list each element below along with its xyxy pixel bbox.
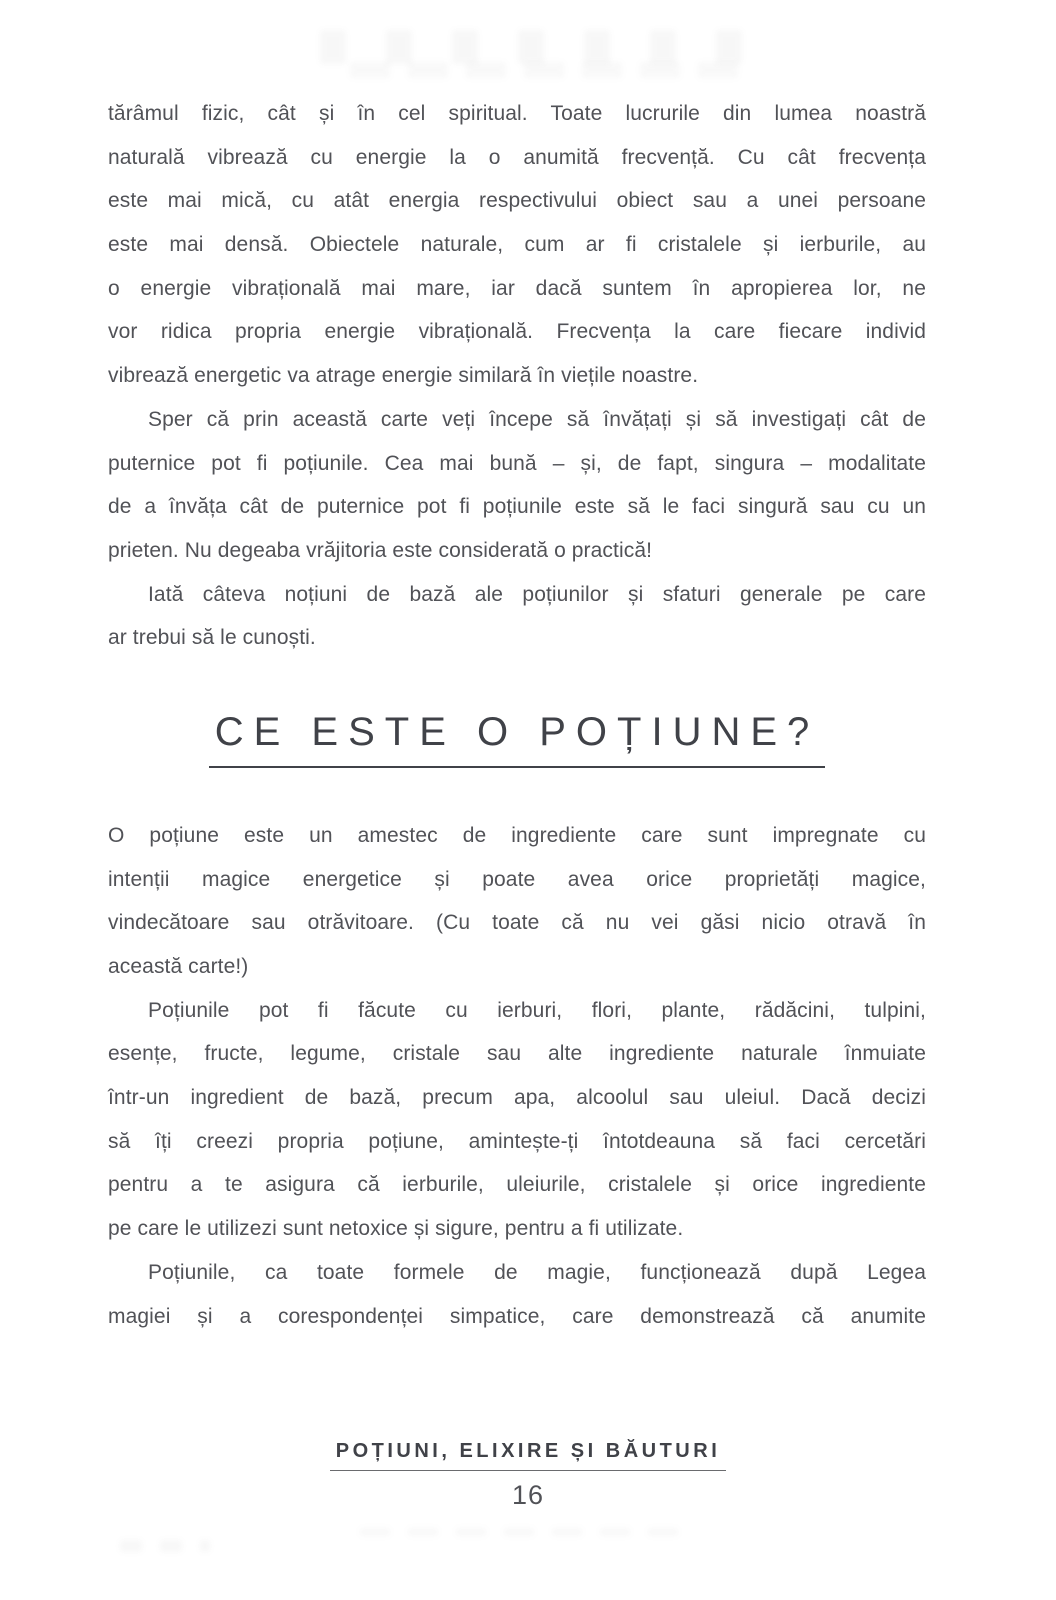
text-line: pentru a te asigura că ierburile, uleiurile, cristalele și orice ingrediente [108,1173,926,1197]
section-heading-text: CE ESTE O POȚIUNE? [209,712,826,768]
text-line: această carte!) [108,955,249,978]
paragraph [108,573,926,660]
bleedthrough-artifact-bottom [360,1528,690,1536]
paragraph [108,398,926,573]
text-line: de a învăța cât de puternice pot fi poțiunile este să le faci singură sau cu un [108,495,926,519]
text-line: Poțiunile pot fi făcute cu ierburi, flori, plante, rădăcini, tulpini, [148,998,926,1022]
text-line: Sper că prin această carte veți începe să învățați și să investigați cât de [148,407,926,431]
text-line: într-un ingredient de bază, precum apa, alcoolul sau uleiul. Dacă decizi [108,1086,926,1110]
paragraph [108,92,926,398]
text-line: naturală vibrează cu energie la o anumită frecvență. Cu cât frecvența [108,145,926,169]
text-line: este mai mică, cu atât energia respectivului obiect sau a unei persoane [108,189,926,213]
text-line: este mai densă. Obiectele naturale, cum ar fi cristalele și ierburile, au [108,233,926,257]
bleedthrough-artifact-top [320,30,760,64]
text-line: vor ridica propria energie vibrațională. Frecvența la care fiecare individ [108,320,926,344]
section-heading [108,709,926,768]
running-section-title: POȚIUNI, ELIXIRE ȘI BĂUTURI [330,1440,727,1471]
page-number: 16 [511,1480,545,1510]
text-line: tărâmul fizic, cât și în cel spiritual. Toate lucrurile din lumea noastră [108,102,926,125]
text-line: vibrează energetic va atrage energie similară în viețile noastre. [108,364,699,388]
text-line: Poțiunile, ca toate formele de magie, funcționează după Legea [148,1260,926,1284]
paragraph [108,814,926,989]
page-body-text [108,92,926,1338]
bleedthrough-artifact-bottom [120,1540,210,1552]
paragraph [108,989,926,1251]
paragraph [108,1251,926,1338]
text-line: Iată câteva noțiuni de bază ale poțiunilor și sfaturi generale pe care [148,582,926,606]
page-footer [0,1440,1056,1511]
text-line: să îți creezi propria poțiune, amintește-ți întotdeauna să faci cercetări [108,1129,926,1153]
text-line: vindecătoare sau otrăvitoare. (Cu toate că nu vei găsi nicio otravă în [108,911,926,935]
bleedthrough-artifact-top [350,62,750,78]
text-line: puternice pot fi poțiunile. Cea mai bună – și, de fapt, singura – modalitate [108,451,926,475]
text-line: ar trebui să le cunoști. [108,626,316,650]
text-line: o energie vibrațională mai mare, iar dacă suntem în apropierea lor, ne [108,276,926,300]
text-line: magiei și a corespondenței simpatice, care demonstrează că anumite [108,1304,926,1328]
text-line: pe care le utilizezi sunt netoxice și sigure, pentru a fi utilizate. [108,1217,684,1241]
text-line: esențe, fructe, legume, cristale sau alte ingrediente naturale înmuiate [108,1042,926,1066]
text-line: prieten. Nu degeaba vrăjitoria este considerată o practică! [108,538,653,562]
text-line: intenții magice energetice și poate avea orice proprietăți magice, [108,867,926,891]
text-line: O poțiune este un amestec de ingrediente care sunt impregnate cu [108,823,926,847]
